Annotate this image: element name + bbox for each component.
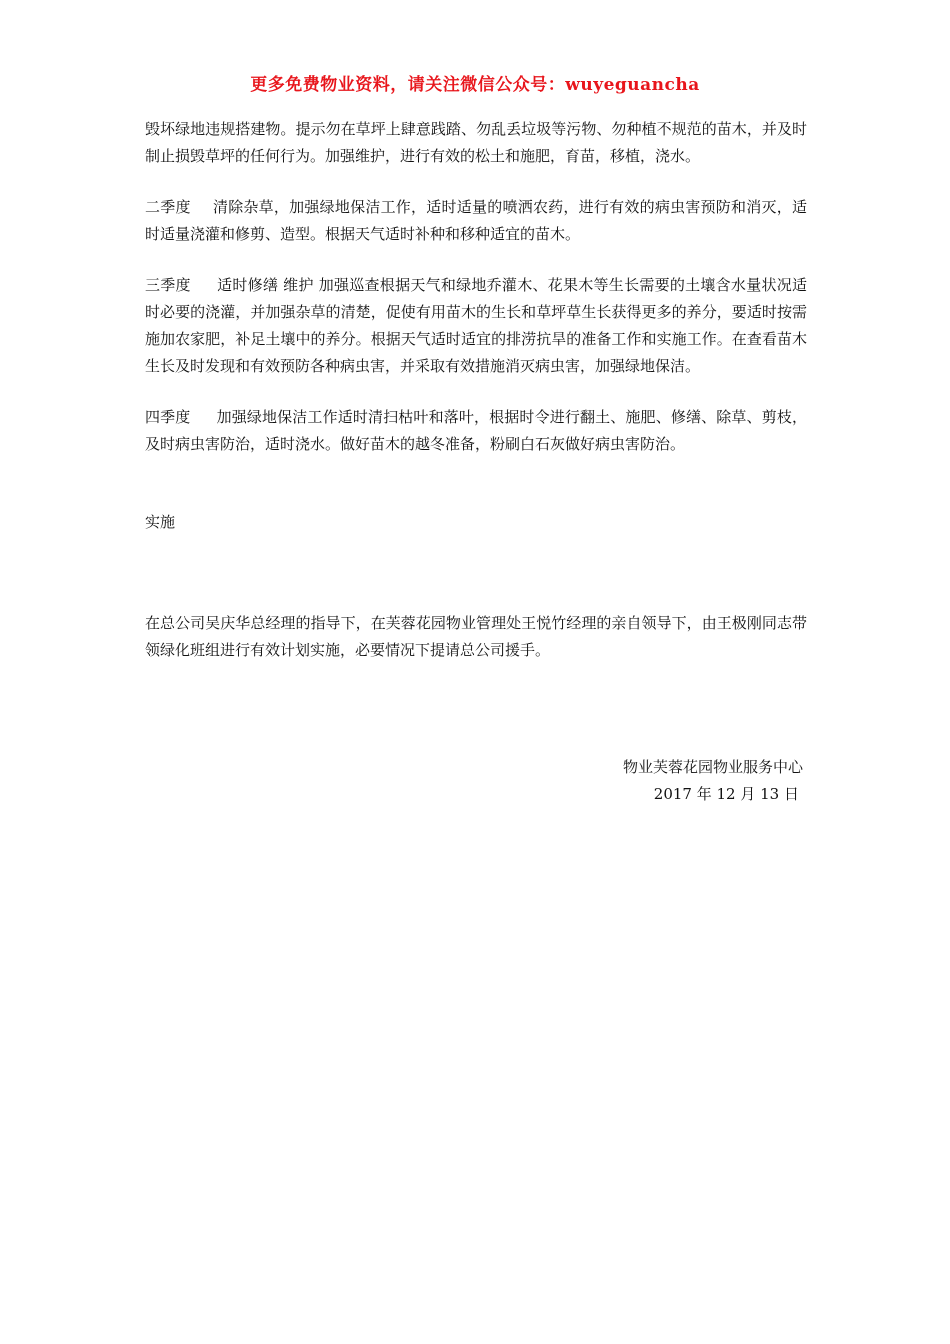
q3-text: 适时修缮 维护 加强巡查根据天气和绿地乔灌木、花果木等生长需要的土壤含水量状况适时必要的浇灌，并加强杂草的清楚，促使有用苗木的生长和草坪草生长获得更多的养分，要适时按需施加农家肥，补足土壤中的养分。根据天气适时适宜的排涝抗旱的准备工作和实施工作。在查看苗木生长及时发现和有效预防各种病虫害，并采取有效措施消灭病虫害，加强绿地保洁。 [145,276,807,375]
intro-paragraph: 毁坏绿地违规搭建物。提示勿在草坪上肆意践踏、勿乱丢垃圾等污物、勿种植不规范的苗木，并及时制止损毁草坪的任何行为。加强维护，进行有效的松土和施肥，育苗，移植，浇水。 [145,120,807,165]
signature-date-line [145,781,807,808]
q2-paragraph [145,194,807,248]
promo-banner: 更多免费物业资料，请关注微信公众号：wuyeguancha [250,75,700,95]
q2-text: 清除杂草，加强绿地保洁工作，适时适量的喷洒农药，进行有效的病虫害预防和消灭，适时适量浇灌和修剪、造型。根据天气适时补种和移种适宜的苗木。 [145,198,807,243]
document-body [145,116,807,808]
q2-label: 二季度 [145,198,191,216]
signature-organization [145,754,807,781]
q3-label: 三季度 [145,276,191,294]
document-date: 2017 年 12 月 13 日 [653,785,799,803]
section-heading: 实施 [145,513,176,531]
organization-name: 物业芙蓉花园物业服务中心 [622,758,803,776]
q4-label: 四季度 [145,408,191,426]
q4-paragraph [145,404,807,458]
q3-paragraph [145,272,807,380]
implementation-paragraph: 在总公司吴庆华总经理的指导下，在芙蓉花园物业管理处王悦竹经理的亲自领导下，由王极刚同志带领绿化班组进行有效计划实施，必要情况下提请总公司援手。 [145,614,807,659]
q4-text: 加强绿地保洁工作适时清扫枯叶和落叶，根据时令进行翻土、施肥、修缮、除草、剪枝，及时病虫害防治，适时浇水。做好苗木的越冬准备，粉刷白石灰做好病虫害防治。 [145,408,807,453]
